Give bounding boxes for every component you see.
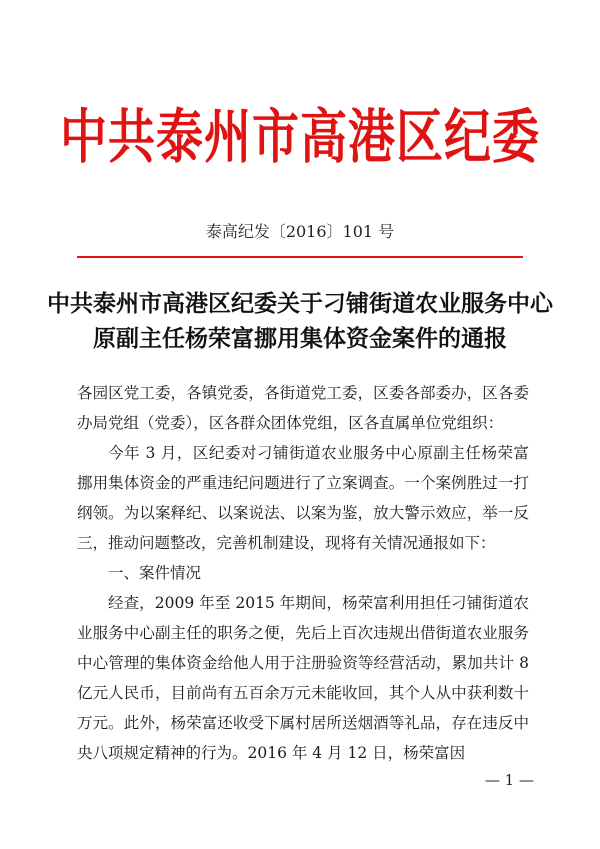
masthead-title: 中共泰州市高港区纪委 [60, 103, 540, 172]
document-number: 泰高纪发〔2016〕101 号 [205, 222, 395, 241]
red-separator-line [77, 256, 523, 258]
intro-paragraph: 今年 3 月，区纪委对刁铺街道农业服务中心原副主任杨荣富挪用集体资金的严重违纪问题进行了立案调查。一个案例胜过一打纲领。为以案释纪、以案说法、以案为鉴，放大警示效应，举一反三，推动问题整改，完善机制建设，现将有关情况通报如下： [77, 444, 529, 552]
recipients-paragraph: 各园区党工委，各镇党委，各街道党工委，区委各部委办，区各委办局党组（党委），区各群众团体党组，区各直属单位党组织： [77, 384, 529, 432]
page-number: — 1 — [484, 771, 534, 789]
case-details-paragraph: 经查，2009 年至 2015 年期间，杨荣富利用担任刁铺街道农业服务中心副主任的职务之便，先后上百次违规出借街道农业服务中心管理的集体资金给他人用于注册验资等经营活动，累加共计 8 亿元人民币，目前尚有五百余万元未能收回，其个人从中获利数十万元。此外，杨荣富还收受下属村居所送烟酒等礼品，存在违反中央八项规定精神的行为。2016 年 4 月 12 日，杨荣富因 [77, 594, 529, 762]
document-title-line-2: 原副主任杨荣富挪用集体资金案件的通报 [93, 325, 507, 352]
section-heading-case-details: 一、案件情况 [108, 564, 202, 582]
document-title-line-1: 中共泰州市高港区纪委关于刁铺街道农业服务中心 [47, 290, 553, 317]
